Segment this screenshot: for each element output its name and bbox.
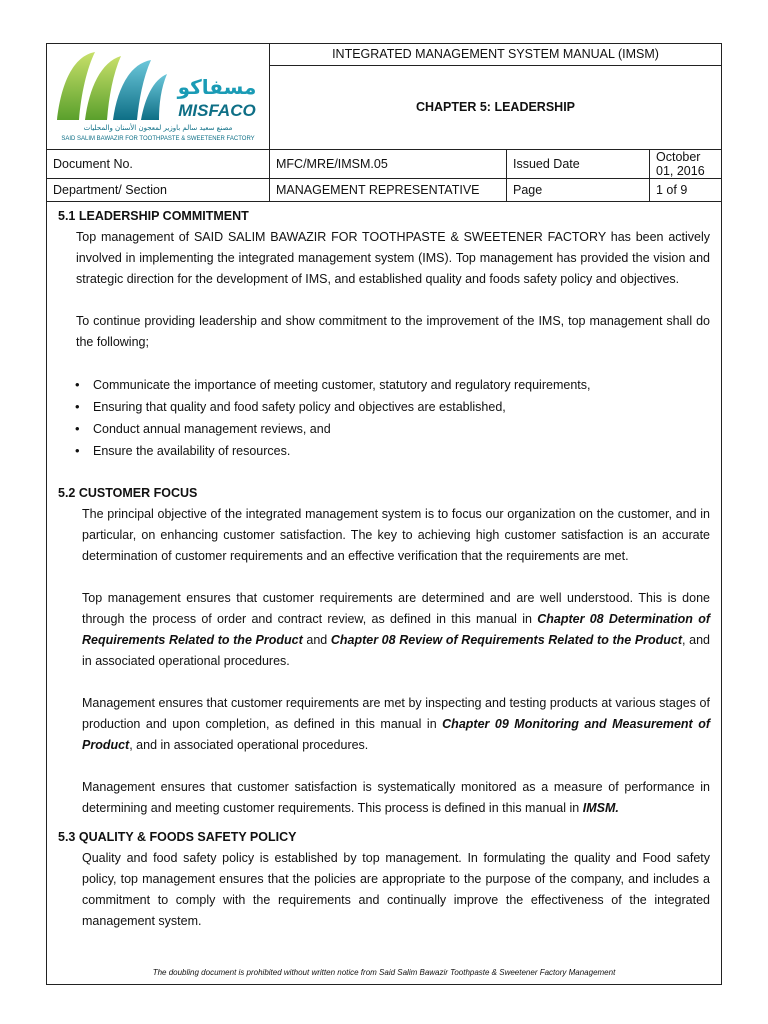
doc-no-label: Document No. [47, 150, 270, 179]
bullet-list [58, 374, 710, 462]
logo-english-subline: SAID SALIM BAWAZIR FOR TOOTHPASTE & SWEETENER FACTORY [61, 136, 255, 142]
doc-no-value: MFC/MRE/IMSM.05 [270, 150, 507, 179]
logo-cell [47, 44, 270, 150]
paragraph: Management ensures that customer requirements are met by inspecting and testing products at various stages of production and upon completion, as defined in this manual in Chapter 09 Monitoring and Measurement of Product, and in associated operational procedures. [82, 696, 710, 752]
misfaco-logo [47, 44, 269, 146]
page-value: 1 of 9 [650, 179, 722, 202]
paragraph: Quality and food safety policy is established by top management. In formulating the quality and Food safety policy, top management ensures that the policies are appropriate to the purpose of the company, and includes a commitment to comply with the requirements and continually improve the effectiveness of the integrated management system. [82, 851, 710, 928]
list-item: • Ensure the availability of resources. [75, 440, 710, 462]
manual-title: INTEGRATED MANAGEMENT SYSTEM MANUAL (IMSM) [270, 44, 722, 66]
chapter-title: CHAPTER 5: LEADERSHIP [270, 65, 722, 149]
logo-arch-teal-2 [141, 74, 167, 120]
paragraph: Management ensures that customer satisfaction is systematically monitored as a measure of performance in determining and meeting customer requirements. This process is defined in this manual in IMSM. [82, 780, 710, 815]
chapter-reference: Chapter 09 Monitoring and Measurement of Product [82, 717, 710, 752]
issued-label: Issued Date [507, 150, 650, 179]
paragraph: Top management of SAID SALIM BAWAZIR FOR TOOTHPASTE & SWEETENER FACTORY has been actively involved in implementing the integrated management system (IMS). Top management has provided the vision and strategic direction for the development of IMS, and established quality and foods safety policy and objectives. [76, 230, 710, 286]
section-heading-5-3: 5.3 QUALITY & FOODS SAFETY POLICY [58, 830, 297, 844]
manual-reference: IMSM. [582, 801, 619, 815]
dept-value: MANAGEMENT REPRESENTATIVE [270, 179, 507, 202]
paragraph: To continue providing leadership and show commitment to the improvement of the IMS, top management shall do the following; [76, 314, 710, 349]
list-item: • Ensuring that quality and food safety policy and objectives are established, [75, 396, 710, 418]
logo-arabic-subline: مصنع سعيد سالم باوزير لمعجون الأسنان والمحليات [83, 124, 233, 132]
list-item: • Conduct annual management reviews, and [75, 418, 710, 440]
logo-arabic-name: مسفاكو [177, 75, 257, 99]
page-label: Page [507, 179, 650, 202]
issued-value: October 01, 2016 [650, 150, 722, 179]
section-heading-5-2: 5.2 CUSTOMER FOCUS [58, 486, 198, 500]
paragraph: The principal objective of the integrated management system is to focus our organization on the customer, and in particular, on enhancing customer satisfaction. The key to achieving high customer satisfaction is an accurate determination of customer requirements and an effective verification that the requirements are met. [82, 507, 710, 563]
document-body [58, 206, 710, 932]
logo-latin-name: MISFACO [178, 101, 256, 120]
paragraph: Top management ensures that customer requirements are determined and are well understood. This is done through the process of order and contract review, as defined in this manual in Chapter 08 Determination of Requirements Related to the Product and Chapter 08 Review of Requirements Related to the Product, and in associated operational procedures. [82, 591, 711, 668]
chapter-reference: Chapter 08 Determination of Requirements Related to the Product [82, 612, 711, 647]
document-header-table [46, 43, 722, 202]
dept-label: Department/ Section [47, 179, 270, 202]
section-heading-5-1: 5.1 LEADERSHIP COMMITMENT [58, 209, 249, 223]
chapter-reference: Chapter 08 Review of Requirements Related to the Product [330, 633, 683, 647]
list-item: • Communicate the importance of meeting customer, statutory and regulatory requirements, [75, 374, 710, 396]
footer-notice: The doubling document is prohibited without written notice from Said Salim Bawazir Toothpaste & Sweetener Factory Management [152, 968, 616, 977]
